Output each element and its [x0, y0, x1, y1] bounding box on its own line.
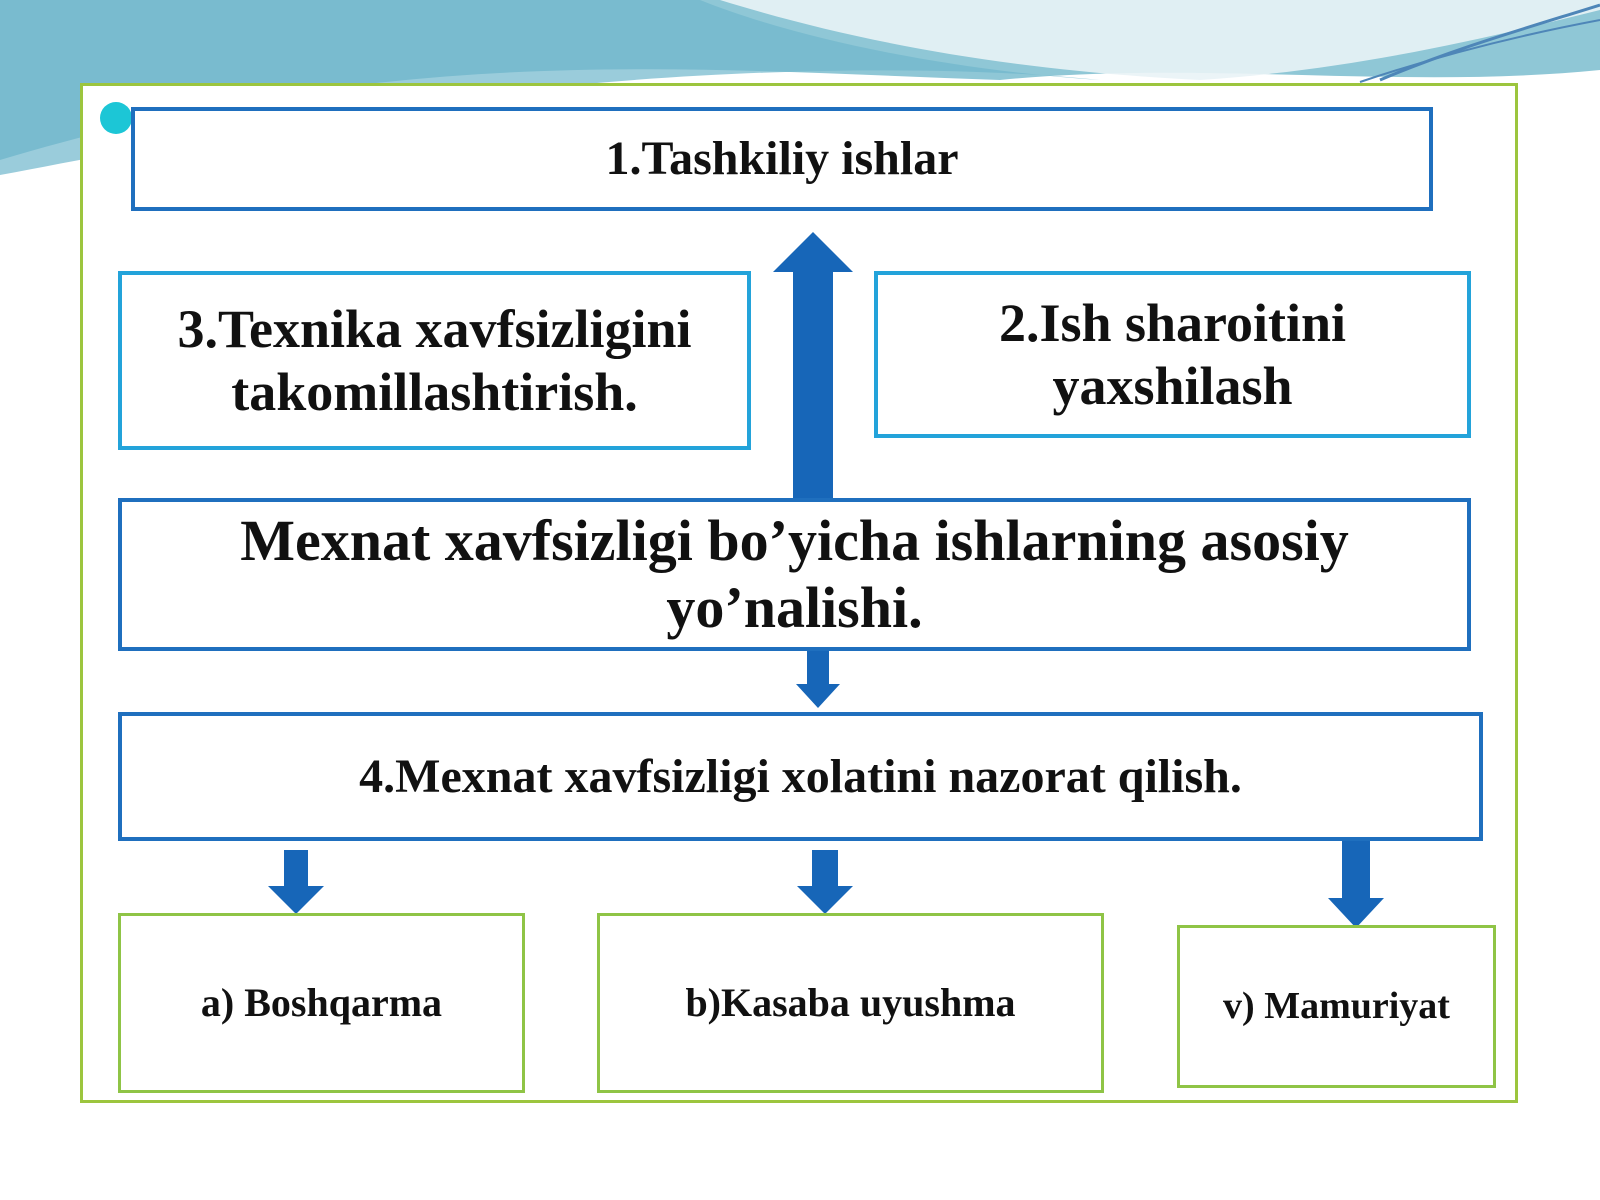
box-ish-sharoitini-label: 2.Ish sharoitini yaxshilash — [998, 293, 1347, 416]
box-boshqarma — [118, 913, 525, 1093]
box-ish-sharoitini — [874, 271, 1471, 438]
box-kasaba-uyushma-label: b)Kasaba uyushma — [685, 980, 1016, 1025]
box-kasaba-uyushma — [597, 913, 1104, 1093]
box-texnika-xavfsizligi — [118, 271, 751, 450]
box-mamuriyat — [1177, 925, 1496, 1088]
box-tashkiliy-ishlar-label: 1.Tashkiliy ishlar — [605, 132, 959, 186]
box-asosiy-yonalish-label: Mexnat xavfsizligi bo’yicha ishlarning asosiy yo’nalishi. — [240, 507, 1349, 640]
bullet-dot — [100, 102, 132, 134]
box-nazorat-qilish — [118, 712, 1483, 841]
box-tashkiliy-ishlar — [131, 107, 1433, 211]
box-mamuriyat-label: v) Mamuriyat — [1223, 984, 1450, 1027]
box-nazorat-qilish-label: 4.Mexnat xavfsizligi xolatini nazorat qilish. — [359, 749, 1242, 803]
box-asosiy-yonalish — [118, 498, 1471, 651]
box-texnika-xavfsizligi-label: 3.Texnika xavfsizligini takomillashtirish. — [177, 299, 692, 422]
box-boshqarma-label: a) Boshqarma — [200, 980, 443, 1025]
